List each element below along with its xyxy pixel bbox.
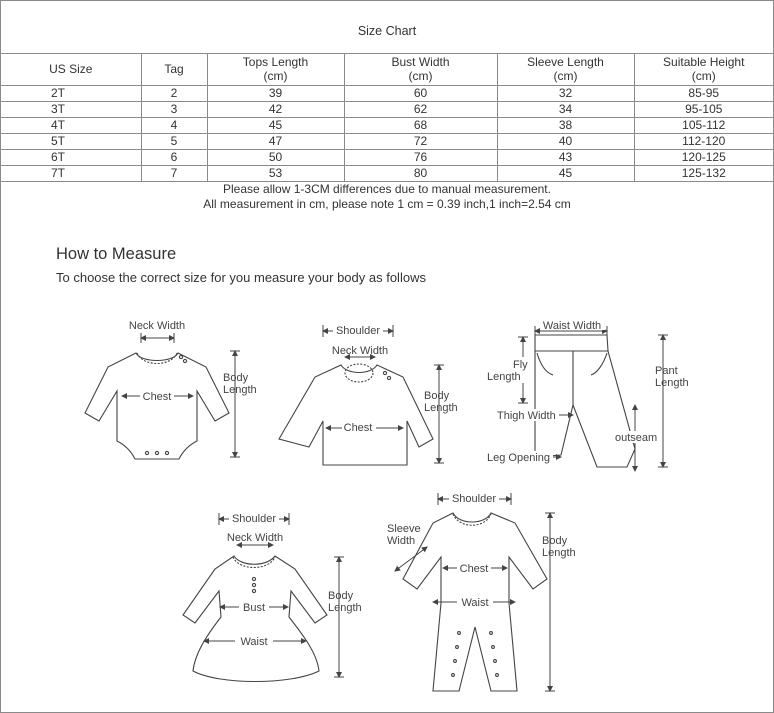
table-row: 4T 4 45 68 38 105-112: [1, 118, 773, 134]
how-to-measure-subtitle: To choose the correct size for you measure your body as follows: [56, 270, 426, 285]
tshirt-chest-label: Chest: [343, 422, 373, 434]
table-row: 6T 6 50 76 43 120-125: [1, 150, 773, 166]
table-row: 5T 5 47 72 40 112-120: [1, 134, 773, 150]
pants-pant-label-1: Pant: [655, 365, 678, 377]
romper-sleeve-label-1: Sleeve: [387, 523, 421, 535]
pants-fly-label-1: Fly: [513, 359, 528, 371]
tshirt-body-label-1: Body: [424, 390, 450, 402]
tshirt-shoulder-label: Shoulder: [335, 325, 381, 337]
measurement-diagrams: [1, 301, 773, 711]
pants-thigh-label: Thigh Width: [497, 410, 556, 422]
romper-body-label-1: Body: [542, 535, 568, 547]
dress-body-label-2: Length: [328, 602, 362, 614]
header-tag: Tag: [141, 53, 207, 86]
note-differences: Please allow 1-3CM differences due to manual measurement.: [223, 182, 551, 196]
table-row: 7T 7 53 80 45 125-132: [1, 166, 773, 182]
dress-waist-label: Waist: [240, 636, 268, 648]
table-header-row: [1, 53, 773, 86]
tshirt-neck-label: Neck Width: [331, 345, 389, 357]
how-to-measure-title: How to Measure: [56, 245, 177, 263]
pants-waist-label: Waist Width: [542, 320, 602, 332]
pants-leg-label: Leg Opening: [487, 452, 550, 464]
size-table: [1, 53, 773, 182]
dress-bust-label: Bust: [242, 602, 266, 614]
chart-title: Size Chart: [1, 1, 773, 54]
header-tops-length: Tops Length (cm): [207, 53, 344, 86]
header-bust-width: Bust Width (cm): [344, 53, 497, 86]
pants-pant-label-2: Length: [655, 377, 689, 389]
bodysuit-chest-label: Chest: [142, 391, 172, 403]
dress-neck-label: Neck Width: [226, 532, 284, 544]
pants-diagram: [487, 326, 668, 471]
dress-body-label-1: Body: [328, 590, 354, 602]
tshirt-body-label-2: Length: [424, 402, 458, 414]
table-row: 2T 2 39 60 32 85-95: [1, 86, 773, 102]
romper-chest-label: Chest: [459, 563, 489, 575]
romper-sleeve-label-2: Width: [387, 535, 416, 547]
bodysuit-neck-label: Neck Width: [128, 320, 186, 332]
bodysuit-body-label-1: Body: [223, 372, 249, 384]
bodysuit-body-label-2: Length: [223, 384, 257, 396]
romper-waist-label: Waist: [461, 597, 489, 609]
romper-body-label-2: Length: [542, 547, 576, 559]
header-suitable-height: Suitable Height (cm): [634, 53, 773, 86]
pants-outseam-label: outseam: [615, 432, 658, 444]
pants-fly-label-2: Length: [487, 371, 521, 383]
romper-shoulder-label: Shoulder: [451, 493, 497, 505]
note-conversion: All measurement in cm, please note 1 cm = 0.39 inch,1 inch=2.54 cm: [203, 197, 571, 211]
table-row: 3T 3 42 62 34 95-105: [1, 102, 773, 118]
dress-shoulder-label: Shoulder: [231, 513, 277, 525]
header-us-size: US Size: [1, 53, 141, 86]
header-sleeve-length: Sleeve Length (cm): [497, 53, 634, 86]
